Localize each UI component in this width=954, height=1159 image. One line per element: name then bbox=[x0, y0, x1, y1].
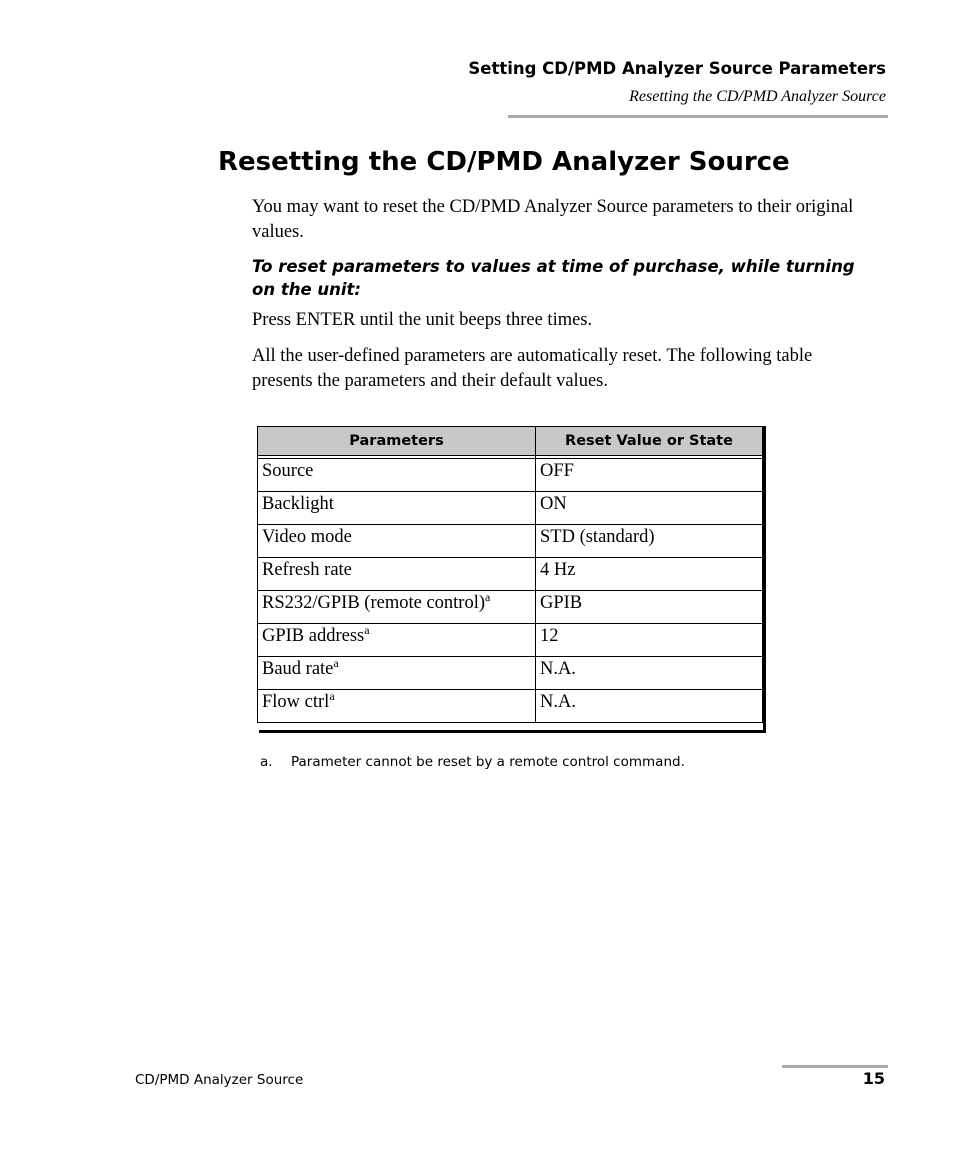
row-parameter: Backlight bbox=[258, 492, 536, 525]
table-row bbox=[258, 492, 763, 525]
footer-document-name: CD/PMD Analyzer Source bbox=[135, 1072, 304, 1088]
table-row bbox=[258, 525, 763, 558]
header-subsection-title: Resetting the CD/PMD Analyzer Source bbox=[629, 88, 886, 105]
row-parameter: GPIB address$^a$ bbox=[258, 624, 536, 657]
table-row bbox=[258, 459, 763, 492]
table-row bbox=[258, 624, 763, 657]
table-row bbox=[258, 558, 763, 591]
header-parameters: Parameters bbox=[258, 427, 536, 456]
parameters-table bbox=[257, 426, 763, 723]
intro-paragraph: You may want to reset the CD/PMD Analyzer Source parameters to their original values. bbox=[252, 197, 854, 242]
page-number: 15 bbox=[862, 1069, 885, 1088]
row-value: 12 bbox=[536, 624, 763, 657]
header-reset-value: Reset Value or State bbox=[536, 427, 763, 456]
row-value: ON bbox=[536, 492, 763, 525]
row-value: 4 Hz bbox=[536, 558, 763, 591]
procedure-heading: To reset parameters to values at time of purchase, while turning on the unit: bbox=[252, 257, 855, 299]
table-row bbox=[258, 657, 763, 690]
procedure-step: Press ENTER until the unit beeps three times. bbox=[252, 310, 593, 330]
table-footnote bbox=[260, 753, 685, 771]
header-rule bbox=[508, 115, 888, 118]
page-title: Resetting the CD/PMD Analyzer Source bbox=[218, 147, 790, 177]
row-parameter: Video mode bbox=[258, 525, 536, 558]
row-parameter: Source bbox=[258, 459, 536, 492]
footnote-text: Parameter cannot be reset by a remote control command. bbox=[291, 754, 685, 770]
row-value: STD (standard) bbox=[536, 525, 763, 558]
result-paragraph: All the user-defined parameters are automatically reset. The following table presents the parameters and their default values. bbox=[252, 346, 813, 391]
table-row bbox=[258, 690, 763, 723]
row-value: N.A. bbox=[536, 657, 763, 690]
row-parameter: Refresh rate bbox=[258, 558, 536, 591]
running-header bbox=[468, 58, 886, 108]
footnote-mark: a. bbox=[260, 754, 273, 770]
row-value: OFF bbox=[536, 459, 763, 492]
row-value: N.A. bbox=[536, 690, 763, 723]
row-parameter: Flow ctrl$^a$ bbox=[258, 690, 536, 723]
table-row bbox=[258, 591, 763, 624]
row-parameter: RS232/GPIB (remote control)$^a$ bbox=[258, 591, 536, 624]
footer-rule bbox=[782, 1065, 888, 1068]
table-shadow-bottom bbox=[259, 730, 766, 733]
row-parameter: Baud rate$^a$ bbox=[258, 657, 536, 690]
table-header-row bbox=[258, 427, 763, 456]
table-shadow-right bbox=[763, 426, 766, 733]
header-section-title: Setting CD/PMD Analyzer Source Parameters bbox=[468, 59, 886, 78]
row-value: GPIB bbox=[536, 591, 763, 624]
